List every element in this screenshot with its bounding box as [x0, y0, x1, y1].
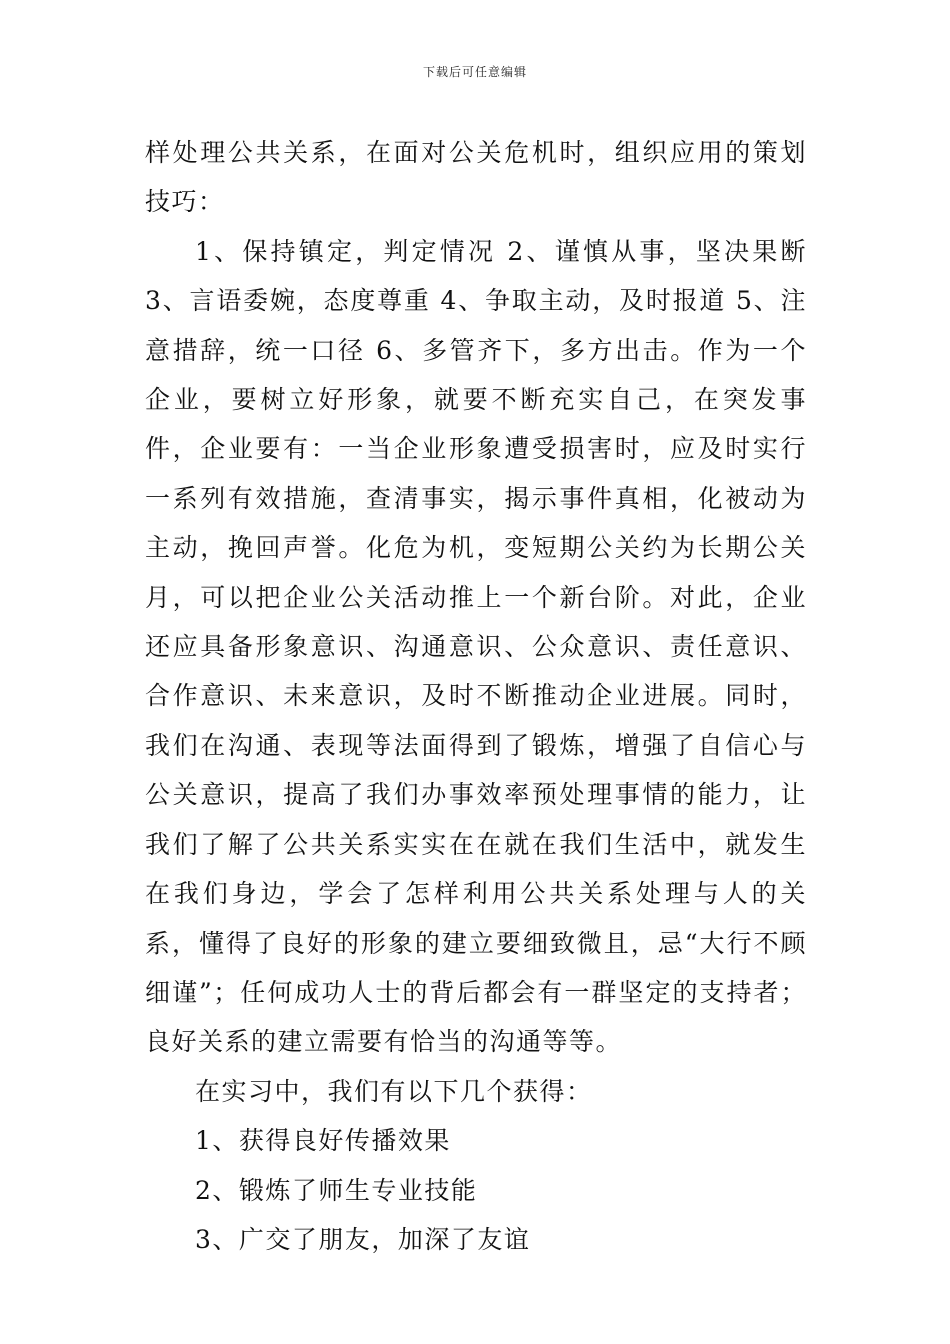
list-item-gain-3: 3、广交了朋友，加深了友谊	[195, 1224, 531, 1254]
paragraph-gains-intro: 在实习中，我们有以下几个获得：	[195, 1076, 593, 1106]
document-body	[145, 128, 807, 1264]
paragraph-crisis-skills: 1、保持镇定，判定情况 2、谨慎从事，坚决果断 3、言语委婉，态度尊重 4、争取主动，及时报道 5、注意措辞，统一口径 6、多管齐下，多方出击。作为一个企业，要树立好形象，就要不断充实自己，在突发事件，企业要有：一当企业形象遭受损害时，应及时实行一系列有效措施，查清事实，揭示事件真相，化被动为主动，挽回声誉。化危为机，变短期公关约为长期公关月，可以把企业公关活动推上一个新台阶。对此，企业还应具备形象意识、沟通意识、公众意识、责任意识、合作意识、未来意识，及时不断推动企业进展。同时，我们在沟通、表现等法面得到了锻炼，增强了自信心与公关意识，提高了我们办事效率预处理事情的能力，让我们了解了公共关系实实在在就在我们生活中，就发生在我们身边，学会了怎样利用公共关系处理与人的关系，懂得了良好的形象的建立要细致微且，忌“大行不顾细谨”；任何成功人士的背后都会有一群坚定的支持者；良好关系的建立需要有恰当的沟通等等。	[145, 236, 807, 1057]
list-item-gain-1: 1、获得良好传播效果	[195, 1126, 451, 1156]
list-item-gain-2: 2、锻炼了师生专业技能	[195, 1175, 478, 1205]
page-header: 下载后可任意编辑	[422, 65, 527, 79]
paragraph-continuation: 样处理公共关系，在面对公关危机时，组织应用的策划技巧：	[145, 138, 807, 217]
